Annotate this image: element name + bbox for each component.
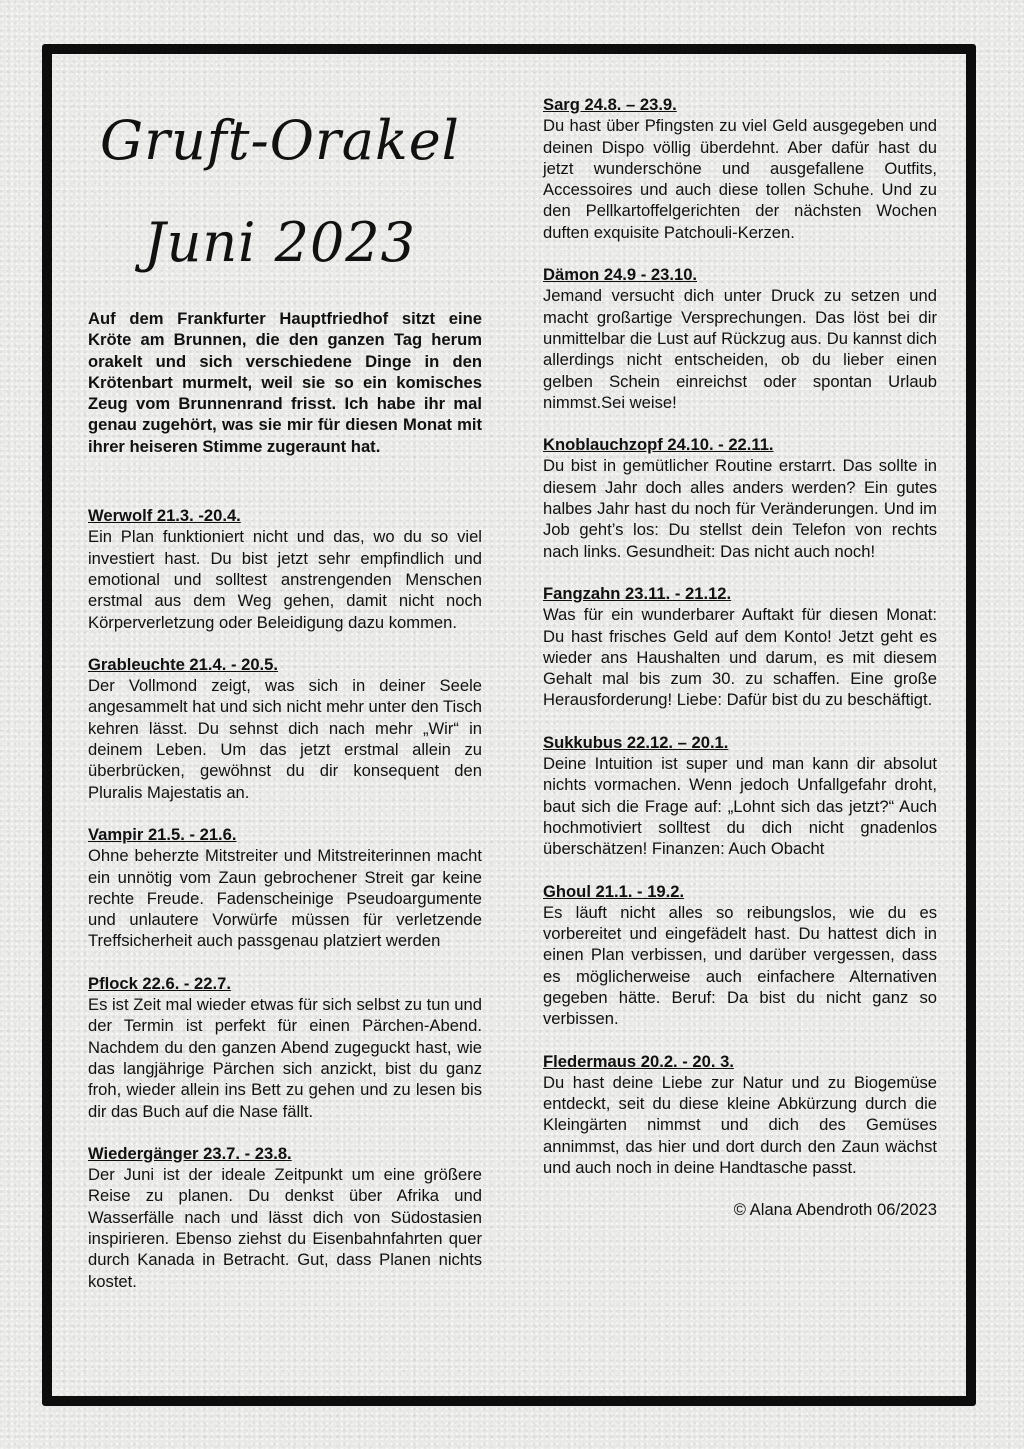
sign-heading: Vampir 21.5. - 21.6. [88,824,237,844]
sign-text: Ein Plan funktioniert nicht und das, wo du so viel investiert hast. Du bist jetzt sehr empfindlich und emotional und solltest anstrengenden Menschen erstmal aus dem Weg gehen, damit nicht noch Körperverletzung oder Beleidigung dazu kommen. [88,527,482,632]
sign-text: Der Juni ist der ideale Zeitpunkt um eine größere Reise zu planen. Du denkst über Afrika und Wasserfälle nach und lässt dich von Südostasien inspirieren. Ebenso ziehst du Eisenbahnfahrten quer durch Kanada in Betracht. Gut, dass Planen nichts kostet. [88,1165,482,1291]
sign-text: Es läuft nicht alles so reibungslos, wie du es vorbereitet und eingefädelt hast. Du hattest dich in einen Plan verbissen, und darüber vergessen, dass es möglicherweise auch einfachere Alternativen gegeben hätte. Beruf: Da bist du nicht ganz so verbissen. [543,902,937,1029]
sign-heading: Knoblauchzopf 24.10. - 22.11. [543,435,774,455]
horoscope-entry [88,824,482,952]
horoscope-entry [543,583,937,711]
sign-heading: Grableuchte 21.4. - 20.5. [88,654,278,674]
sign-text: Deine Intuition ist super und man kann dir absolut nichts vormachen. Wenn jedoch Unfallgefahr droht, baut sich die Frage auf: „Lohnt sich das jetzt?“ Auch hochmotiviert solltest du dich nicht gnadenlos überschätzen! Finanzen: Auch Obacht [543,754,937,859]
horoscope-entry [88,1143,482,1292]
sign-text: Es ist Zeit mal wieder etwas für sich selbst zu tun und der Termin ist perfekt für einen Pärchen-Abend. Nachdem du den ganzen Abend zugeguckt hast, wie das langjährige Pärchen sich anzickt, bist du ganz froh, wieder allein ins Bett zu gehen und zu lesen bis dir das Buch auf die Nase fällt. [88,995,482,1121]
horoscope-entry [543,434,937,562]
sign-heading: Sarg 24.8. – 23.9. [543,95,677,114]
horoscope-entry [88,505,482,633]
left-column [88,90,482,1313]
horoscope-entry [543,881,937,1030]
sign-text: Ohne beherzte Mitstreiter und Mitstreiterinnen macht ein unnötig vom Zaun gebrochener Streit gar keine rechte Freude. Fadenscheinige Pseudoargumente und unlautere Vorwürfe müssen für verletzende Treffsicherheit auch passgenau platziert werden [88,846,482,951]
sign-text: Du hast über Pfingsten zu viel Geld ausgegeben und deinen Dispo völlig überdehnt. Aber dafür hast du jetzt wunderschöne und ausgefallene Outfits, Accessoires und auch diese tollen Schuhe. Und zu den Pellkartoffelgerichten der nächsten Wochen duften exquisite Patchouli-Kerzen. [543,116,937,242]
horoscope-entry [543,1051,937,1179]
right-column [543,94,937,1221]
sign-heading: Werwolf 21.3. -20.4. [88,506,241,526]
sign-text: Jemand versucht dich unter Druck zu setzen und macht großartige Versprechungen. Das löst bei dir unmittelbar die Lust auf Rückzug aus. Du kannst dich allerdings nicht entscheiden, ob du lieber einen gelben Schein einreichst oder spontan Urlaub nimmst.Sei weise! [543,286,937,412]
page-title [78,90,482,294]
sign-heading: Sukkubus 22.12. – 20.1. [543,732,729,752]
copyright-notice: © Alana Abendroth 06/2023 [733,1200,937,1220]
title-line-1: Gruft-Orakel [100,109,460,172]
horoscope-entry [543,94,937,243]
sign-heading: Wiedergänger 23.7. - 23.8. [88,1143,292,1163]
title-line-2: Juni 2023 [143,211,417,274]
intro-paragraph: Auf dem Frankfurter Hauptfriedhof sitzt eine Kröte am Brunnen, die den ganzen Tag herum orakelt und sich verschiedene Dinge in den Krötenbart murmelt, weil sie so ein komisches Zeug vom Brunnenrand frisst. Ich habe ihr mal genau zugehört, was sie mir für diesen Monat mit ihrer heiseren Stimme zugeraunt hat. [88,309,482,456]
sign-text: Der Vollmond zeigt, was sich in deiner Seele angesammelt hat und sich nicht mehr unter den Tisch kehren lässt. Du sehnst dich nach mehr „Wir“ in deinem Leben. Um das jetzt erstmal allein zu überbrücken, gewöhnst du dir konsequent den Pluralis Majestatis an. [88,676,482,802]
sign-heading: Ghoul 21.1. - 19.2. [543,881,685,901]
sign-text: Du bist in gemütlicher Routine erstarrt. Das sollte in diesem Jahr doch alles anders werden? Ein gutes halbes Jahr hast du noch für Veränderungen. Und im Job geht’s los: Du stellst dein Telefon von rechts nach links. Gesundheit: Das nicht auch noch! [543,456,937,561]
horoscope-entry [88,973,482,1122]
sign-heading: Pflock 22.6. - 22.7. [88,973,231,993]
sign-heading: Dämon 24.9 - 23.10. [543,265,698,285]
horoscope-entry [543,732,937,860]
horoscope-entry [88,654,482,803]
sign-heading: Fangzahn 23.11. - 21.12. [543,583,732,603]
sign-text: Du hast deine Liebe zur Natur und zu Biogemüse entdeckt, seit du diese kleine Abkürzung durch die Kleingärten nimmst und dich des Gemüses annimmst, das hier und dort durch den Zaun wächst und auch noch in deine Handtasche passt. [543,1072,937,1178]
horoscope-entry [543,264,937,413]
sign-text: Was für ein wunderbarer Auftakt für diesen Monat: Du hast frisches Geld auf dem Konto! Jetzt geht es wieder ans Haushalten und darum, es mit diesem Gehalt mal bis zum 30. zu schaffen. Eine große Herausforderung! Liebe: Dafür bist du zu beschäftigt. [543,605,937,710]
sign-heading: Fledermaus 20.2. - 20. 3. [543,1051,734,1071]
